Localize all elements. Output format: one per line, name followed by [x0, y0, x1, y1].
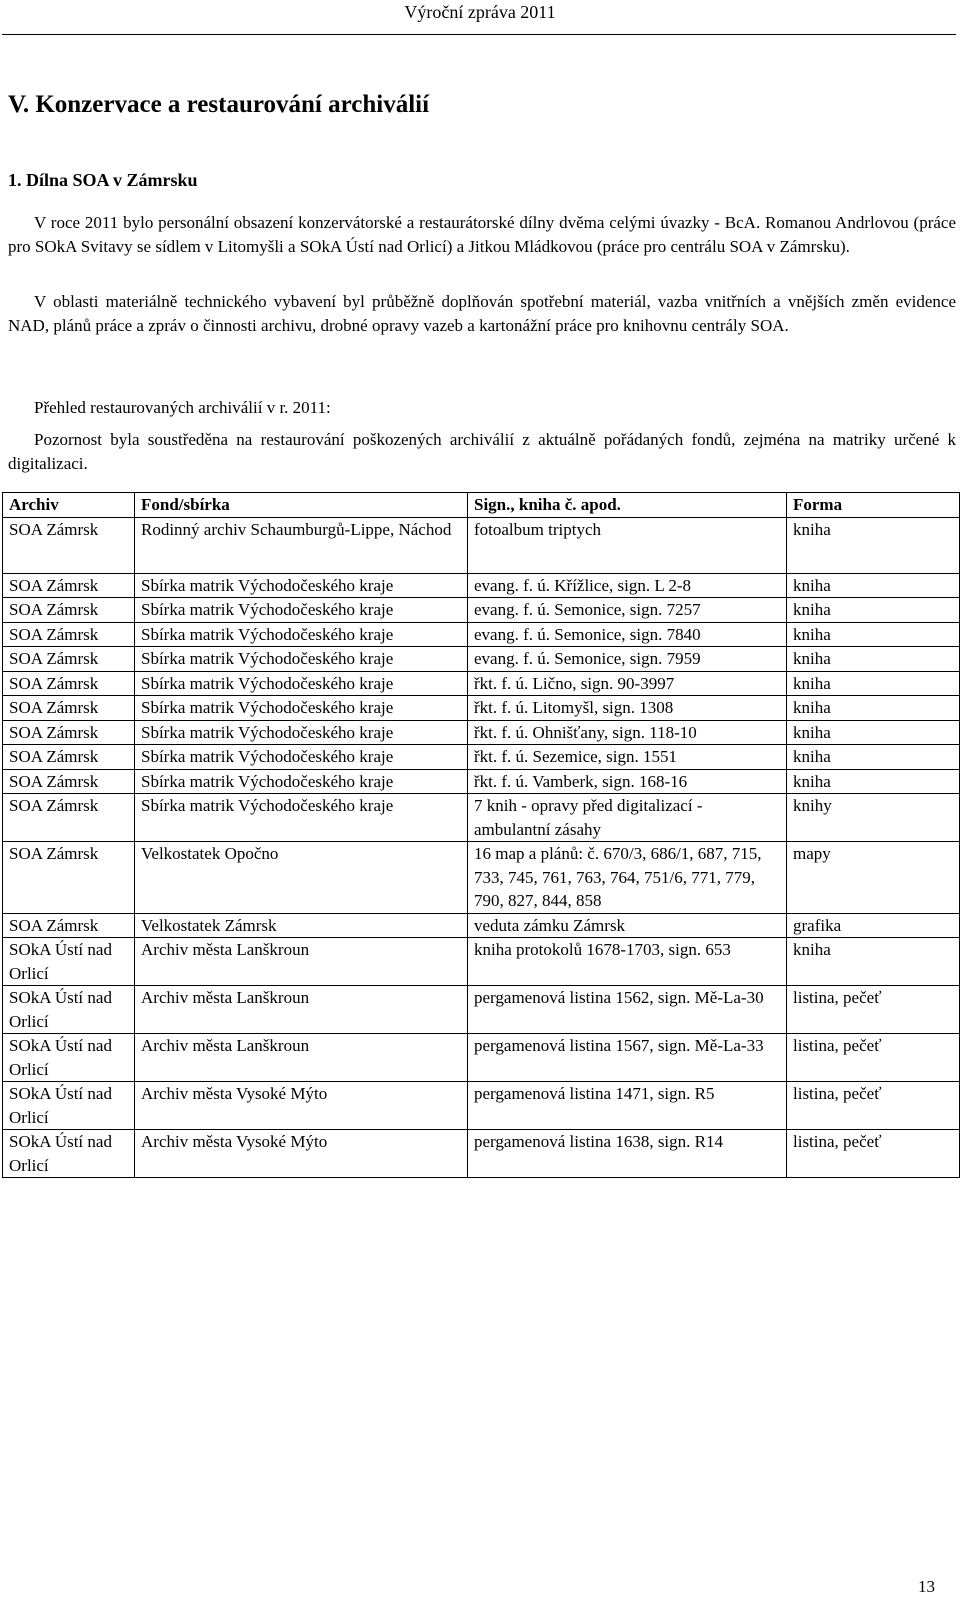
cell-fond: Sbírka matrik Východočeského kraje — [135, 622, 468, 647]
cell-fond: Archiv města Lanškroun — [135, 986, 468, 1034]
cell-archive: SOA Zámrsk — [3, 671, 135, 696]
cell-signature: pergamenová listina 1638, sign. R14 — [468, 1130, 787, 1178]
cell-form: listina, pečeť — [787, 986, 960, 1034]
cell-signature: řkt. f. ú. Lično, sign. 90-3997 — [468, 671, 787, 696]
table-row — [3, 647, 960, 672]
cell-archive: SOA Zámrsk — [3, 745, 135, 770]
cell-signature: kniha protokolů 1678-1703, sign. 653 — [468, 938, 787, 986]
cell-signature: 7 knih - opravy před digitalizací - ambulantní zásahy — [468, 794, 787, 842]
cell-form: kniha — [787, 647, 960, 672]
table-row — [3, 938, 960, 986]
cell-fond: Sbírka matrik Východočeského kraje — [135, 745, 468, 770]
cell-archive: SOA Zámrsk — [3, 647, 135, 672]
cell-fond: Sbírka matrik Východočeského kraje — [135, 794, 468, 842]
page-number: 13 — [918, 1577, 935, 1596]
cell-archive: SOkA Ústí nad Orlicí — [3, 986, 135, 1034]
cell-fond: Velkostatek Opočno — [135, 842, 468, 914]
cell-form: listina, pečeť — [787, 1130, 960, 1178]
paragraph-materials-text: V oblasti materiálně technického vybavení byl průběžně doplňován spotřební materiál, vazba vnitřních a vnějších změn evidence NAD, plánů práce a zpráv o činnosti archivu, drobné opravy vazeb a kartonážní práce pro knihovnu centrály SOA. — [8, 292, 956, 335]
cell-archive: SOA Zámrsk — [3, 622, 135, 647]
cell-form: kniha — [787, 598, 960, 623]
cell-signature: řkt. f. ú. Ohnišťany, sign. 118-10 — [468, 720, 787, 745]
section-title: V. Konzervace a restaurování archiválií — [8, 91, 430, 118]
cell-fond: Rodinný archiv Schaumburgů-Lippe, Náchod — [135, 517, 468, 573]
cell-signature: pergamenová listina 1471, sign. R5 — [468, 1082, 787, 1130]
cell-form: kniha — [787, 696, 960, 721]
cell-fond: Archiv města Vysoké Mýto — [135, 1130, 468, 1178]
paragraph-materials — [8, 290, 956, 337]
overview-title: Přehled restaurovaných archiválií v r. 2011: — [34, 398, 331, 417]
table-row — [3, 517, 960, 573]
cell-signature: evang. f. ú. Semonice, sign. 7840 — [468, 622, 787, 647]
table-row — [3, 1130, 960, 1178]
cell-fond: Sbírka matrik Východočeského kraje — [135, 769, 468, 794]
cell-archive: SOkA Ústí nad Orlicí — [3, 1082, 135, 1130]
cell-archive: SOA Zámrsk — [3, 842, 135, 914]
cell-archive: SOA Zámrsk — [3, 913, 135, 938]
cell-fond: Velkostatek Zámrsk — [135, 913, 468, 938]
cell-fond: Sbírka matrik Východočeského kraje — [135, 696, 468, 721]
cell-form: kniha — [787, 622, 960, 647]
table-header-row — [3, 493, 960, 518]
cell-fond: Sbírka matrik Východočeského kraje — [135, 647, 468, 672]
table-row — [3, 1034, 960, 1082]
restoration-table — [2, 492, 960, 1178]
cell-signature: evang. f. ú. Semonice, sign. 7257 — [468, 598, 787, 623]
table-row — [3, 986, 960, 1034]
cell-fond: Sbírka matrik Východočeského kraje — [135, 671, 468, 696]
cell-archive: SOA Zámrsk — [3, 517, 135, 573]
cell-signature: fotoalbum triptych — [468, 517, 787, 573]
table-row — [3, 671, 960, 696]
cell-signature: veduta zámku Zámrsk — [468, 913, 787, 938]
header-form: Forma — [787, 493, 960, 518]
cell-fond: Sbírka matrik Východočeského kraje — [135, 598, 468, 623]
table-row — [3, 842, 960, 914]
cell-form: kniha — [787, 720, 960, 745]
cell-signature: 16 map a plánů: č. 670/3, 686/1, 687, 715, 733, 745, 761, 763, 764, 751/6, 771, 779, 790, 827, 844, 858 — [468, 842, 787, 914]
table-row — [3, 696, 960, 721]
paragraph-staffing-text: V roce 2011 bylo personální obsazení konzervátorské a restaurátorské dílny dvěma celými úvazky - BcA. Romanou Andrlovou (práce pro SOkA Svitavy se sídlem v Litomyšli a SOkA Ústí nad Orlicí) a Jitkou Mládkovou (práce pro centrálu SOA v Zámrsku). — [8, 213, 956, 256]
header-divider — [2, 34, 956, 35]
cell-form: kniha — [787, 517, 960, 573]
cell-fond: Sbírka matrik Východočeského kraje — [135, 573, 468, 598]
cell-form: kniha — [787, 573, 960, 598]
cell-fond: Archiv města Lanškroun — [135, 1034, 468, 1082]
cell-fond: Archiv města Vysoké Mýto — [135, 1082, 468, 1130]
cell-form: kniha — [787, 745, 960, 770]
cell-archive: SOA Zámrsk — [3, 720, 135, 745]
cell-archive: SOkA Ústí nad Orlicí — [3, 938, 135, 986]
header-archive: Archiv — [3, 493, 135, 518]
paragraph-staffing — [8, 211, 956, 258]
cell-archive: SOA Zámrsk — [3, 769, 135, 794]
cell-fond: Archiv města Lanškroun — [135, 938, 468, 986]
cell-signature: řkt. f. ú. Vamberk, sign. 168-16 — [468, 769, 787, 794]
paragraph-focus — [8, 428, 956, 475]
cell-form: listina, pečeť — [787, 1082, 960, 1130]
cell-signature: evang. f. ú. Křížlice, sign. L 2-8 — [468, 573, 787, 598]
cell-signature: řkt. f. ú. Litomyšl, sign. 1308 — [468, 696, 787, 721]
paragraph-focus-text: Pozornost byla soustředěna na restaurování poškozených archiválií z aktuálně pořádaných fondů, zejména na matriky určené k digitalizaci. — [8, 430, 956, 473]
cell-form: grafika — [787, 913, 960, 938]
cell-form: mapy — [787, 842, 960, 914]
table-row — [3, 745, 960, 770]
table-row — [3, 720, 960, 745]
header-fond: Fond/sbírka — [135, 493, 468, 518]
cell-archive: SOkA Ústí nad Orlicí — [3, 1034, 135, 1082]
subsection-title: 1. Dílna SOA v Zámrsku — [8, 170, 198, 190]
cell-signature: pergamenová listina 1567, sign. Mě-La-33 — [468, 1034, 787, 1082]
table-row — [3, 598, 960, 623]
cell-archive: SOA Zámrsk — [3, 598, 135, 623]
cell-fond: Sbírka matrik Východočeského kraje — [135, 720, 468, 745]
cell-signature: pergamenová listina 1562, sign. Mě-La-30 — [468, 986, 787, 1034]
cell-form: kniha — [787, 938, 960, 986]
table-row — [3, 913, 960, 938]
cell-form: knihy — [787, 794, 960, 842]
table-row — [3, 769, 960, 794]
cell-archive: SOkA Ústí nad Orlicí — [3, 1130, 135, 1178]
cell-form: listina, pečeť — [787, 1034, 960, 1082]
cell-signature: evang. f. ú. Semonice, sign. 7959 — [468, 647, 787, 672]
table-row — [3, 573, 960, 598]
cell-archive: SOA Zámrsk — [3, 794, 135, 842]
cell-form: kniha — [787, 769, 960, 794]
cell-archive: SOA Zámrsk — [3, 696, 135, 721]
cell-signature: řkt. f. ú. Sezemice, sign. 1551 — [468, 745, 787, 770]
table-row — [3, 794, 960, 842]
cell-form: kniha — [787, 671, 960, 696]
table-row — [3, 1082, 960, 1130]
table-row — [3, 622, 960, 647]
header-signature: Sign., kniha č. apod. — [468, 493, 787, 518]
running-header: Výroční zpráva 2011 — [404, 2, 556, 22]
cell-archive: SOA Zámrsk — [3, 573, 135, 598]
